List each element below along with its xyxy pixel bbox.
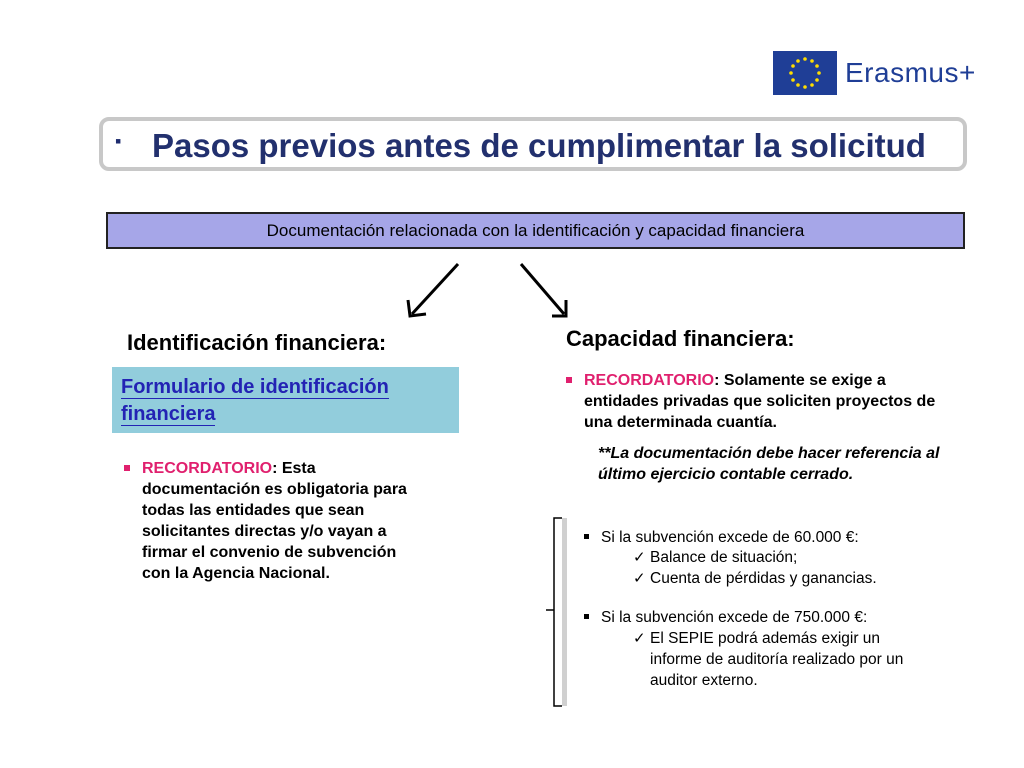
checkmark-icon: ✓	[633, 549, 646, 566]
bullet-square-icon	[584, 534, 589, 539]
reminder-label: RECORDATORIO	[142, 460, 273, 477]
list-item-text: Si la subvención excede de 750.000 €:	[601, 609, 868, 626]
reminder-text-line: todas las entidades que sean	[142, 502, 365, 519]
title-bullet: ▪	[115, 131, 122, 151]
bullet-square-icon	[566, 377, 572, 383]
reminder-text-line: una determinada cuantía.	[584, 414, 777, 431]
left-heading: Identificación financiera:	[127, 330, 387, 355]
reminder-text-line: : Solamente se exige a	[714, 372, 886, 389]
arrow-right-icon	[521, 264, 564, 314]
form-title-line1: Formulario de identificación	[121, 376, 389, 398]
form-box	[112, 367, 459, 433]
reminder-text-line: documentación es obligatoria para	[142, 481, 407, 498]
arrow-left-icon	[412, 264, 458, 314]
branch-arrows	[400, 258, 580, 328]
right-heading: Capacidad financiera:	[566, 326, 795, 351]
reminder-text-line: firmar el convenio de subvención	[142, 544, 397, 561]
note	[598, 443, 978, 485]
eu-flag-icon	[773, 51, 837, 95]
list-item-text: Si la subvención excede de 60.000 €:	[601, 529, 859, 546]
reminder-text-line: entidades privadas que soliciten proyectos de	[584, 393, 936, 410]
check-item-text: Cuenta de pérdidas y ganancias.	[650, 570, 877, 587]
bullet-square-icon	[584, 614, 589, 619]
bracket-icon	[540, 515, 570, 710]
check-item-text: informe de auditoría realizado por un	[650, 651, 904, 668]
form-title-line2: financiera	[121, 403, 216, 425]
checkmark-icon: ✓	[633, 630, 646, 647]
right-reminder	[566, 370, 966, 440]
erasmus-logo	[773, 51, 988, 99]
note-line: **La documentación debe hacer referencia al	[598, 445, 940, 462]
check-item-text: Balance de situación;	[650, 549, 798, 566]
left-reminder	[124, 458, 424, 588]
note-line: último ejercicio contable cerrado.	[598, 466, 854, 483]
reminder-label: RECORDATORIO	[584, 372, 715, 389]
check-item-text: El SEPIE podrá además exigir un	[650, 630, 881, 647]
logo-text: Erasmus+	[845, 57, 976, 88]
reminder-text-line: solicitantes directas y/o vayan a	[142, 523, 387, 540]
reminder-text-line: : Esta	[272, 460, 316, 477]
bullet-square-icon	[124, 465, 130, 471]
documentation-bar: Documentación relacionada con la identificación y capacidad financiera	[106, 212, 965, 249]
page-title: Pasos previos antes de cumplimentar la solicitud	[152, 127, 926, 164]
checkmark-icon: ✓	[633, 570, 646, 587]
reminder-text-line: con la Agencia Nacional.	[142, 565, 330, 582]
check-item-text: auditor externo.	[650, 672, 758, 689]
